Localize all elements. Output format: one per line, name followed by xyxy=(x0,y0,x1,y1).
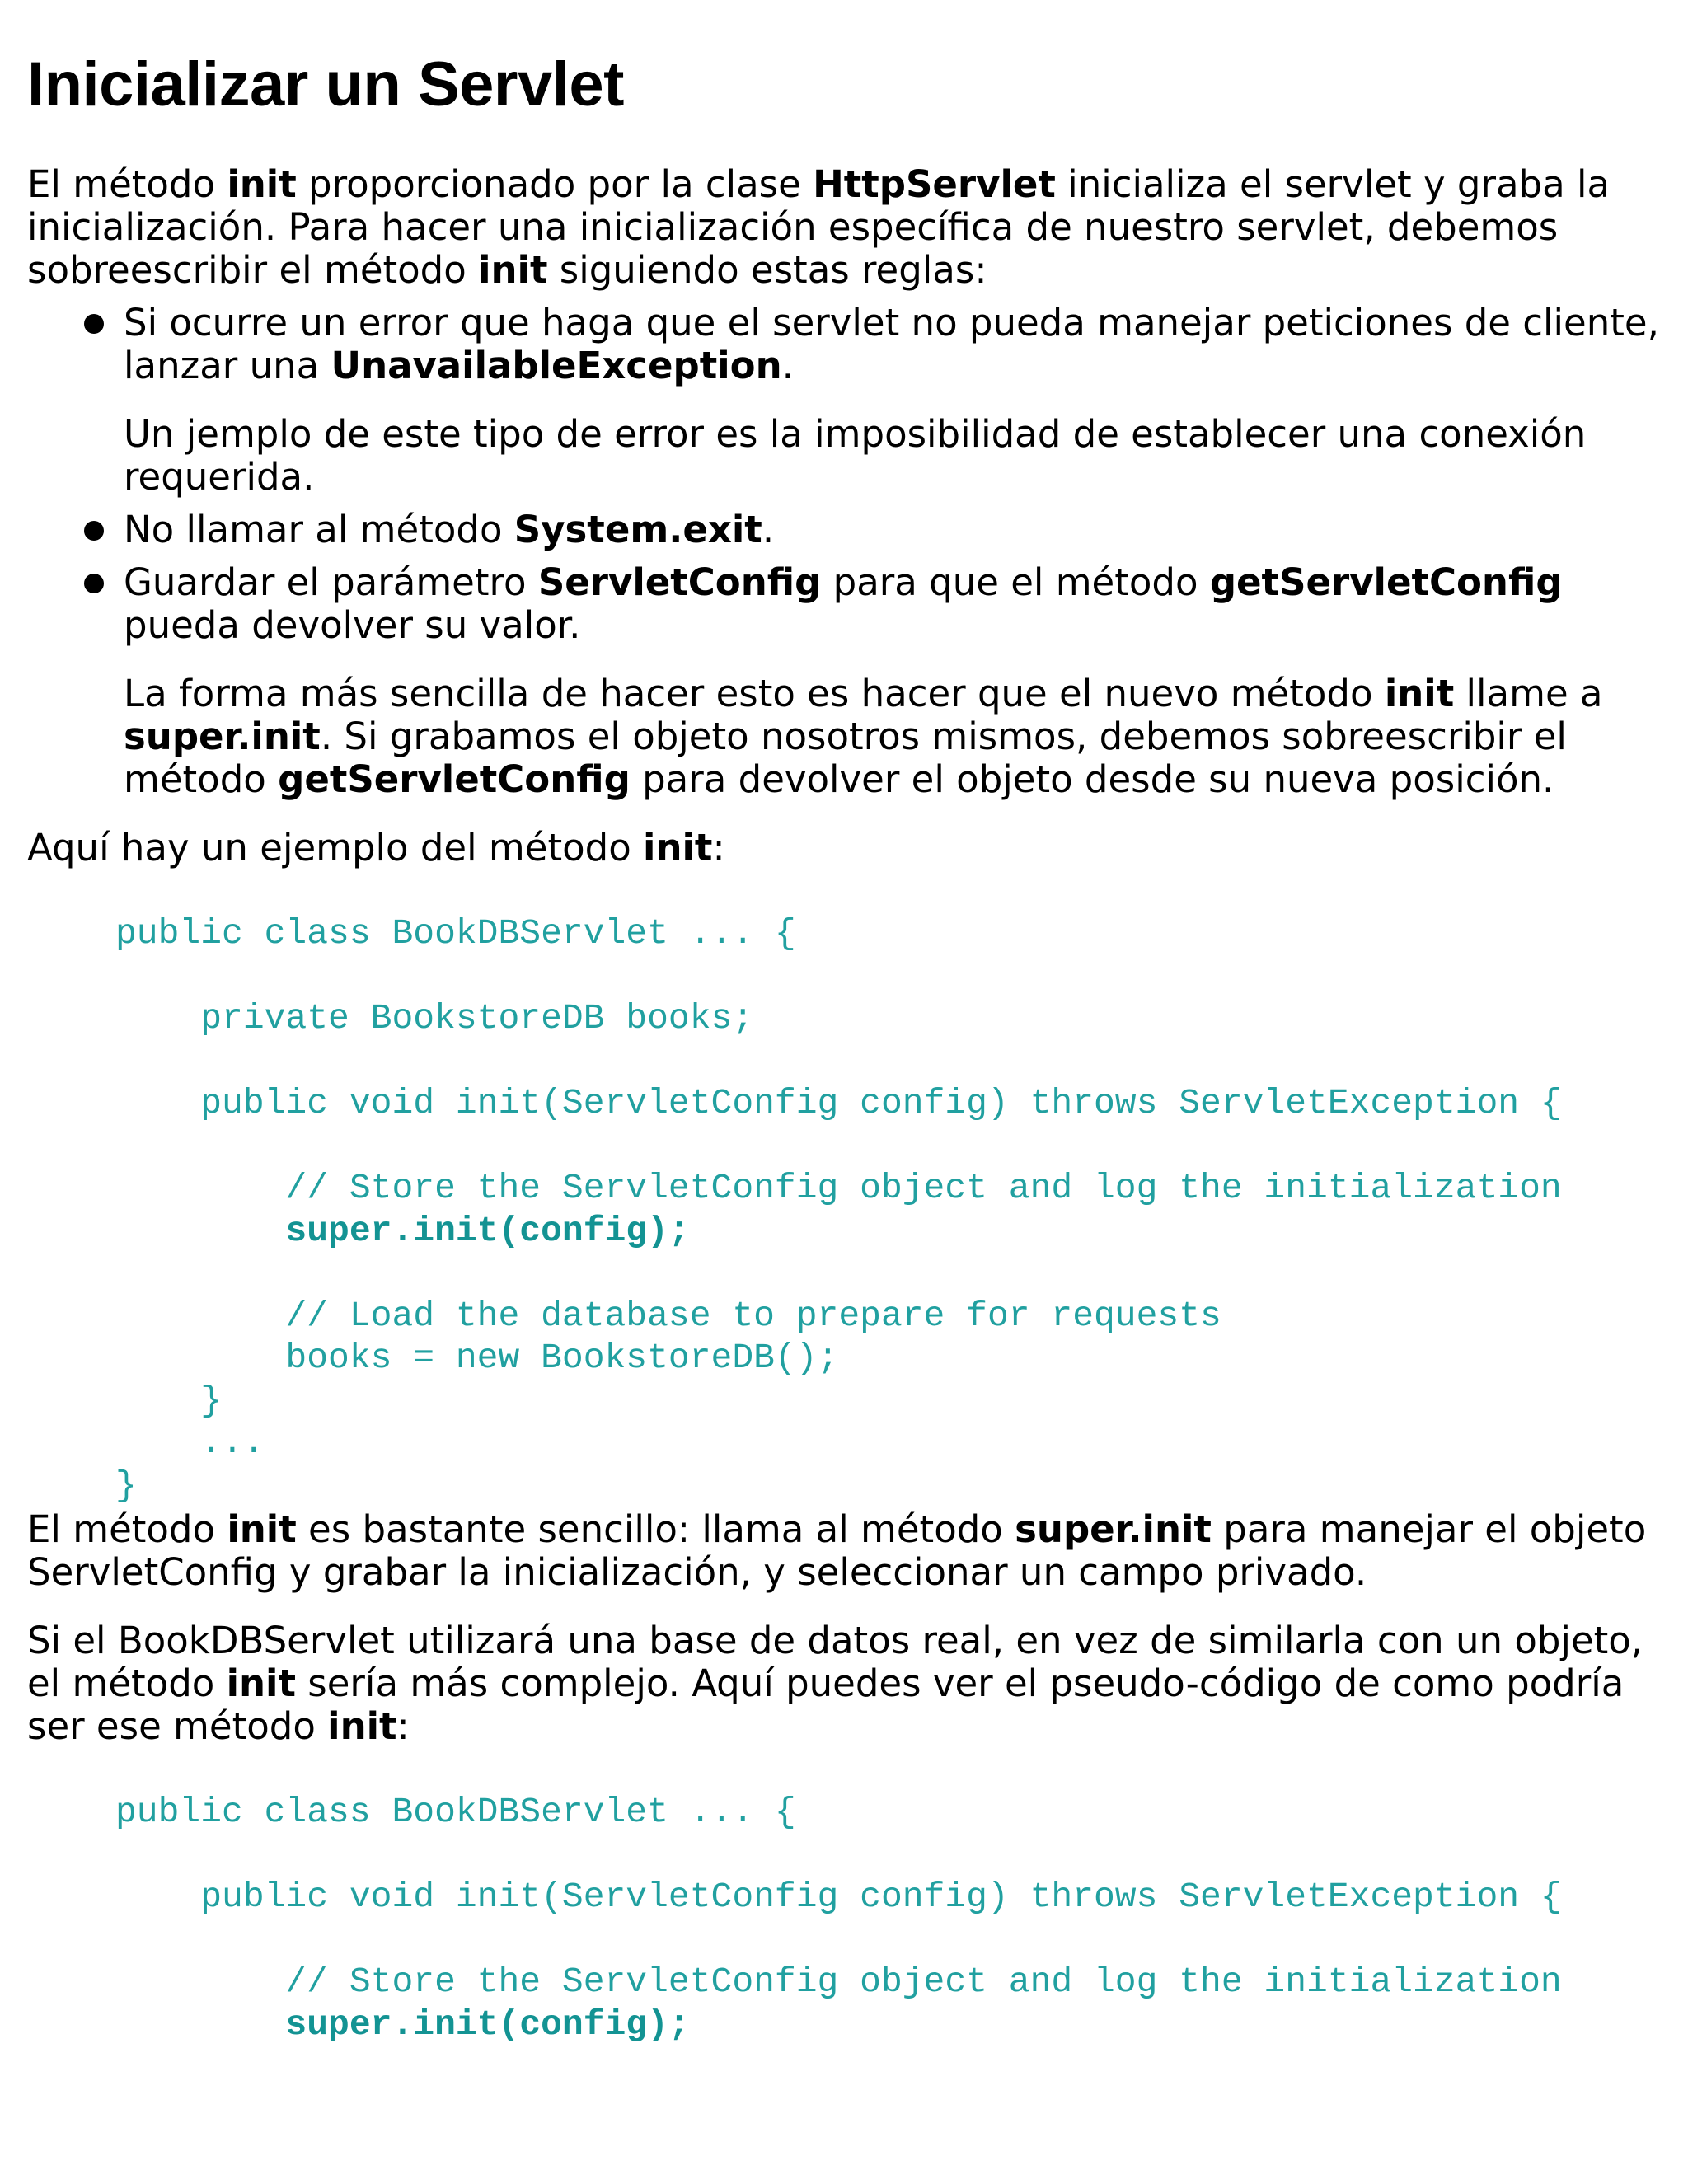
rule-note-text: . Si grabamos el objeto nosotros mismos, debemos sobreescribir el método xyxy=(124,715,1567,801)
code-comment: // Store the ServletConfig object and log the initialization xyxy=(115,1168,1562,1208)
document-page xyxy=(27,0,1663,2046)
paragraph-text: es bastante sencillo: llama al método xyxy=(296,1507,1015,1551)
bullet-icon xyxy=(84,314,104,334)
rule-item-unavailable-exception xyxy=(124,302,1663,387)
intro-httpservlet: HttpServlet xyxy=(813,162,1056,206)
example-intro xyxy=(27,827,1663,869)
rule-note xyxy=(124,673,1663,801)
rule-item-servletconfig xyxy=(124,561,1663,647)
example-intro-text: Aquí hay un ejemplo del método xyxy=(27,826,644,869)
intro-text: proporcionado por la clase xyxy=(296,162,814,206)
rule-text: Guardar el parámetro xyxy=(124,560,538,604)
rule-text: No llamar al método xyxy=(124,508,514,551)
bullet-icon xyxy=(84,574,104,593)
code-comment: // Load the database to prepare for requests xyxy=(115,1295,1221,1336)
bullet-icon xyxy=(84,521,104,541)
intro-init: init xyxy=(478,248,548,292)
rule-servletconfig: ServletConfig xyxy=(537,560,822,604)
rule-text: pueda devolver su valor. xyxy=(124,603,581,647)
rule-text: . xyxy=(762,508,775,551)
page-title: Inicializar un Servlet xyxy=(27,49,624,120)
real-db-paragraph xyxy=(27,1619,1663,1748)
intro-text: inicializa el servlet y graba la inicialización. Para hacer una inicialización específica de nuestro servlet, debemos sobreescribir el método xyxy=(27,162,1611,292)
paragraph-init: init xyxy=(226,1661,296,1705)
rule-getservletconfig: getServletConfig xyxy=(1209,560,1563,604)
rule-note-text: llame a xyxy=(1454,672,1603,715)
paragraph-text: para manejar el objeto ServletConfig y grabar la inicialización, y seleccionar un campo privado. xyxy=(27,1507,1647,1594)
paragraph-super-init: super.init xyxy=(1015,1507,1212,1551)
rule-note xyxy=(124,413,1663,499)
code-block-init-example xyxy=(115,912,1663,1507)
intro-init: init xyxy=(227,162,297,206)
code-line: } xyxy=(115,1380,223,1421)
rule-note-getservletconfig: getServletConfig xyxy=(278,757,631,801)
code-comment: // Store the ServletConfig object and log the initialization xyxy=(115,1961,1562,2002)
paragraph-init: init xyxy=(227,1507,297,1551)
code-line: public class BookDBServlet ... { xyxy=(115,1792,796,1832)
rule-text: Si ocurre un error que haga que el servlet no pueda manejar peticiones de cliente, lanzar una xyxy=(124,301,1659,387)
rule-text: para que el método xyxy=(821,560,1210,604)
rule-note-init: init xyxy=(1384,672,1455,715)
rule-item-system-exit xyxy=(124,509,1663,551)
rule-note-text: Un jemplo de este tipo de error es la imposibilidad de establecer una conexión requerida. xyxy=(124,412,1587,499)
code-line: public void init(ServletConfig config) throws ServletException { xyxy=(115,1877,1562,1917)
rules-list xyxy=(27,302,1663,801)
rule-system-exit: System.exit xyxy=(513,508,762,551)
paragraph-text: sería más complejo. Aquí puedes ver el pseudo-código de como podría ser ese método xyxy=(27,1661,1625,1748)
code-line: } xyxy=(115,1465,137,1506)
intro-text: siguiendo estas reglas: xyxy=(547,248,987,292)
intro-text: El método xyxy=(27,162,227,206)
code-line: public void init(ServletConfig config) throws ServletException { xyxy=(115,1083,1562,1123)
rule-note-text: para devolver el objeto desde su nueva posición. xyxy=(630,757,1554,801)
paragraph-text: Si el BookDBServlet utilizará una base de datos real, en vez de similarla con un objeto, el método xyxy=(27,1619,1643,1705)
paragraph-init: init xyxy=(327,1704,397,1748)
example-intro-init: init xyxy=(643,826,713,869)
rule-note-super-init: super.init xyxy=(124,715,321,758)
rule-unavailableexception: UnavailableException xyxy=(331,344,782,387)
example-intro-text: : xyxy=(712,826,725,869)
rule-note-text: La forma más sencilla de hacer esto es hacer que el nuevo método xyxy=(124,672,1385,715)
code-line: books = new BookstoreDB(); xyxy=(115,1338,839,1378)
code-block-pseudo-code xyxy=(115,1791,1663,2046)
paragraph-text: El método xyxy=(27,1507,227,1551)
intro-paragraph xyxy=(27,163,1663,292)
code-line: private BookstoreDB books; xyxy=(115,998,754,1038)
paragraph-text: : xyxy=(396,1704,410,1748)
code-line: public class BookDBServlet ... { xyxy=(115,913,796,954)
rule-text: . xyxy=(781,344,794,387)
code-line-highlighted: super.init(config); xyxy=(115,1210,690,1251)
code-line: ... xyxy=(115,1422,265,1463)
after-code-paragraph xyxy=(27,1508,1663,1594)
code-line-highlighted: super.init(config); xyxy=(115,2004,690,2045)
